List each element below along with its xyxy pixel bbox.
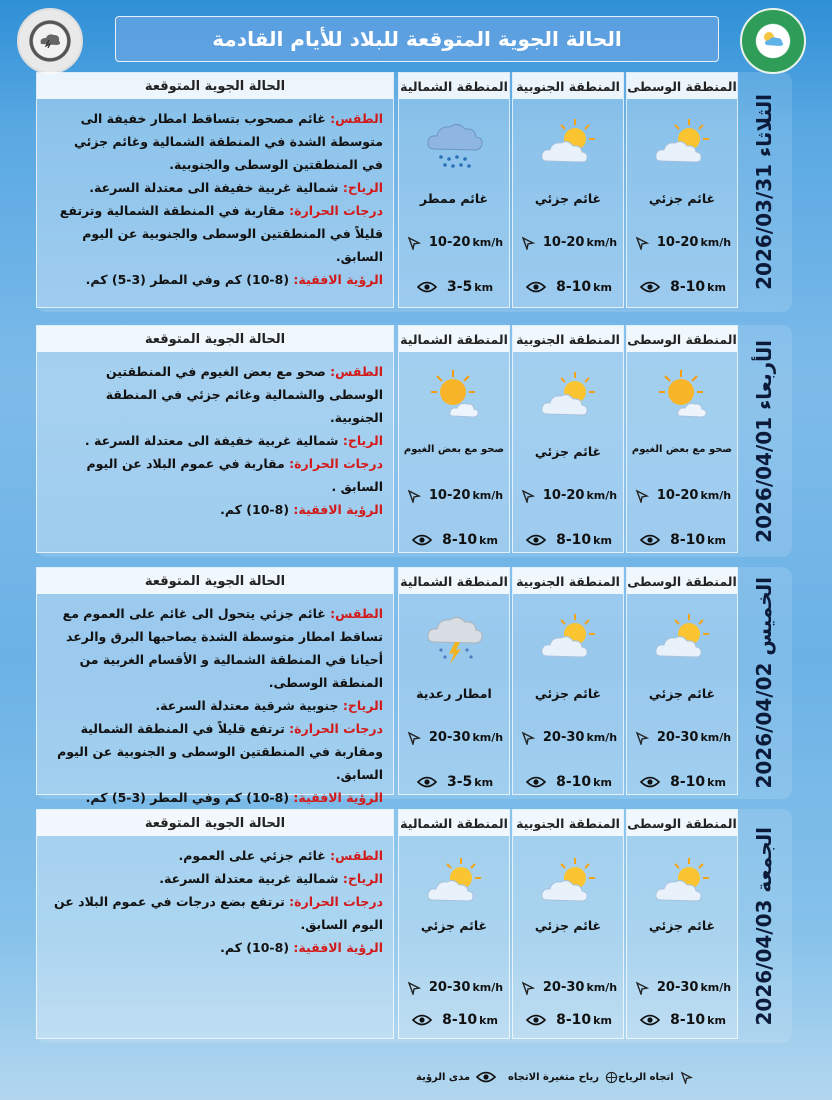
legend-wind-direction: [618, 1068, 693, 1086]
temperature-line: درجات الحرارة: مقاربة في عموم البلاد عن اليوم السابق .: [86, 456, 383, 494]
wind-speed: 10-20 km/h: [633, 488, 733, 503]
wind-line: الرياح: جنوبية شرقية معتدلة السرعة.: [155, 698, 383, 713]
panel-title: الحالة الجوية المتوقعة: [37, 810, 393, 836]
ministry-logo: [740, 8, 806, 74]
region-name: المنطقة الشمالية: [399, 810, 509, 836]
eye-icon: [640, 281, 660, 293]
region-cell: [512, 72, 624, 308]
region-name: المنطقة الشمالية: [399, 568, 509, 594]
visibility-line: الرؤية الافقية: (8-10) كم وفي المطر (3-5) كم.: [85, 790, 383, 805]
sun-cloud-icon: [651, 115, 715, 171]
eye-icon: [526, 776, 546, 788]
visibility-line: الرؤية الافقية: (8-10) كم.: [220, 940, 383, 955]
visibility-range: 8-10 km: [633, 1012, 733, 1028]
condition-label: صحو مع بعض الغيوم: [631, 444, 733, 455]
region-name: المنطقة الوسطى: [627, 326, 737, 352]
weather-line: الطقس: صحو مع بعض الغيوم في المنطقتين الوسطى والشمالية وغائم جزئي في المنطقة الجنوبية.: [105, 364, 383, 425]
day-date: الجمعة 2026/04/03: [752, 826, 776, 1026]
condition-label: امطار رعدية: [416, 686, 492, 701]
sun-cloud-emblem-icon: [760, 30, 786, 48]
eye-icon: [640, 1014, 660, 1026]
day-date: الثلاثاء 2026/03/31: [752, 94, 776, 290]
wind-arrow-icon: [521, 489, 535, 503]
sun-few-clouds-icon: [423, 368, 487, 424]
condition-label: غائم جزئي: [648, 918, 716, 933]
panel-title: الحالة الجوية المتوقعة: [37, 73, 393, 99]
wind-speed: 20-30 km/h: [519, 980, 619, 995]
wind-arrow-icon: [521, 981, 535, 995]
forecast-description: [49, 360, 383, 521]
sun-cloud-icon: [651, 854, 715, 910]
condition-label: غائم جزئي: [648, 686, 716, 701]
condition-label: غائم جزئي: [534, 918, 602, 933]
wind-speed: 20-30 km/h: [633, 980, 733, 995]
condition-label: غائم جزئي: [534, 191, 602, 206]
wind-line: الرياح: شمالية غربية خفيفة الى معتدلة السرعة.: [89, 180, 383, 195]
region-name: المنطقة الشمالية: [399, 326, 509, 352]
temperature-line: درجات الحرارة: مقاربة في المنطقة الشمالية وترتفع قليلاً في المنطقتين الوسطى والجنوبية عن اليوم السابق.: [59, 203, 383, 264]
panel-title: الحالة الجوية المتوقعة: [37, 326, 393, 352]
region-cell: [398, 809, 510, 1039]
wind-speed: 10-20 km/h: [633, 235, 733, 250]
visibility-line: الرؤية الافقية: (8-10) كم.: [220, 502, 383, 517]
weather-line: الطقس: غائم جزئي يتحول الى غائم على العموم مع تساقط امطار متوسطة الشدة يصاحبها البرق والرعد أحيانا في المنطقة الشمالية و الأقسام الغربية من المنطقة الوسطى.: [62, 606, 383, 690]
wind-speed: 10-20 km/h: [519, 235, 619, 250]
eye-icon: [476, 1071, 496, 1083]
wind-line: الرياح: شمالية غربية خفيفة الى معتدلة السرعة .: [84, 433, 383, 448]
region-name: المنطقة الجنوبية: [513, 73, 623, 99]
region-cell: [512, 325, 624, 553]
visibility-range: 8-10 km: [633, 279, 733, 295]
wind-speed: 20-30 km/h: [633, 730, 733, 745]
eye-icon: [640, 776, 660, 788]
wind-speed: 10-20 km/h: [405, 488, 505, 503]
wind-arrow-icon: [521, 731, 535, 745]
sun-cloud-icon: [537, 610, 601, 666]
legend-visibility-label: مدى الرؤية: [416, 1071, 471, 1083]
wind-speed: 10-20 km/h: [405, 235, 505, 250]
temperature-line: درجات الحرارة: ترتفع بضع درجات في عموم البلاد عن اليوم السابق.: [54, 894, 383, 932]
sun-few-clouds-icon: [651, 368, 715, 424]
region-cell: [512, 809, 624, 1039]
visibility-range: 8-10 km: [519, 279, 619, 295]
visibility-range: 3-5 km: [405, 774, 505, 790]
region-cell: [512, 567, 624, 795]
condition-label: غائم ممطر: [419, 191, 489, 206]
region-name: المنطقة الشمالية: [399, 73, 509, 99]
forecast-description: [49, 107, 383, 291]
eye-icon: [526, 281, 546, 293]
wind-arrow-icon: [407, 981, 421, 995]
eye-icon: [526, 1014, 546, 1026]
wind-speed: 20-30 km/h: [405, 730, 505, 745]
region-cell: [626, 809, 738, 1039]
sun-cloud-icon: [651, 610, 715, 666]
condition-label: غائم جزئي: [534, 444, 602, 459]
day-date: الخميس 2026/04/02: [752, 577, 776, 789]
visibility-range: 8-10 km: [519, 532, 619, 548]
visibility-range: 3-5 km: [405, 279, 505, 295]
weather-line: الطقس: غائم جزئي على العموم.: [178, 848, 383, 863]
region-cell: [398, 567, 510, 795]
forecast-text-panel: [36, 325, 394, 553]
region-cell: [626, 72, 738, 308]
forecast-description: [49, 844, 383, 959]
rain-cloud-icon: [423, 115, 487, 171]
visibility-range: 8-10 km: [633, 532, 733, 548]
region-name: المنطقة الوسطى: [627, 810, 737, 836]
eye-icon: [417, 776, 437, 788]
forecast-description: [49, 602, 383, 809]
wind-speed: 20-30 km/h: [405, 980, 505, 995]
thunderstorm-icon: [423, 610, 487, 666]
wind-arrow-icon: [407, 731, 421, 745]
visibility-range: 8-10 km: [519, 774, 619, 790]
region-name: المنطقة الجنوبية: [513, 568, 623, 594]
wind-arrow-icon: [635, 981, 649, 995]
wind-arrow-icon: [680, 1071, 693, 1084]
region-name: المنطقة الوسطى: [627, 568, 737, 594]
temperature-line: درجات الحرارة: ترتفع قليلاً في المنطقة الشمالية ومقاربة في المنطقتين الوسطى و الجنوبية عن اليوم السابق.: [57, 721, 383, 782]
legend-variable-wind: [508, 1068, 618, 1086]
legend-wind-direction-label: اتجاه الرياح: [618, 1071, 674, 1083]
sun-cloud-icon: [537, 854, 601, 910]
condition-label: غائم جزئي: [534, 686, 602, 701]
sun-cloud-icon: [537, 115, 601, 171]
panel-title: الحالة الجوية المتوقعة: [37, 568, 393, 594]
eye-icon: [417, 281, 437, 293]
condition-label: غائم جزئي: [420, 918, 488, 933]
forecast-text-panel: [36, 72, 394, 308]
wind-arrow-icon: [407, 236, 421, 250]
region-name: المنطقة الجنوبية: [513, 326, 623, 352]
region-name: المنطقة الجنوبية: [513, 810, 623, 836]
condition-label: صحو مع بعض الغيوم: [403, 444, 505, 455]
region-name: المنطقة الوسطى: [627, 73, 737, 99]
visibility-line: الرؤية الافقية: (8-10) كم وفي المطر (3-5) كم.: [85, 272, 383, 287]
visibility-range: 8-10 km: [633, 774, 733, 790]
region-cell: [398, 72, 510, 308]
region-cell: [626, 325, 738, 553]
wind-line: الرياح: شمالية غربية معتدلة السرعة.: [159, 871, 383, 886]
sun-cloud-icon: [537, 368, 601, 424]
forecast-text-panel: [36, 567, 394, 805]
wind-arrow-icon: [635, 236, 649, 250]
sun-cloud-icon: [423, 854, 487, 910]
region-cell: [626, 567, 738, 795]
day-date: الأربعاء 2026/04/01: [752, 339, 776, 543]
condition-label: غائم جزئي: [648, 191, 716, 206]
region-cell: [398, 325, 510, 553]
visibility-range: 8-10 km: [405, 1012, 505, 1028]
legend-variable-wind-label: رياح متغيرة الاتجاه: [508, 1071, 600, 1083]
weather-emblem-icon: [37, 30, 63, 48]
eye-icon: [412, 534, 432, 546]
wind-speed: 10-20 km/h: [519, 488, 619, 503]
visibility-range: 8-10 km: [405, 532, 505, 548]
forecast-text-panel: [36, 809, 394, 1039]
meteorology-logo: [17, 8, 83, 74]
legend-visibility: [416, 1068, 496, 1086]
eye-icon: [640, 534, 660, 546]
eye-icon: [412, 1014, 432, 1026]
variable-wind-icon: [605, 1071, 618, 1084]
wind-arrow-icon: [521, 236, 535, 250]
visibility-range: 8-10 km: [519, 1012, 619, 1028]
wind-speed: 20-30 km/h: [519, 730, 619, 745]
wind-arrow-icon: [635, 731, 649, 745]
wind-arrow-icon: [407, 489, 421, 503]
wind-arrow-icon: [635, 489, 649, 503]
eye-icon: [526, 534, 546, 546]
page-title: الحالة الجوية المتوقعة للبلاد للأيام القادمة: [115, 16, 719, 62]
weather-line: الطقس: غائم مصحوب بتساقط امطار خفيفة الى متوسطة الشدة في المنطقة الشمالية وغائم جزئي في المنطقتين الوسطى والجنوبية.: [74, 111, 383, 172]
